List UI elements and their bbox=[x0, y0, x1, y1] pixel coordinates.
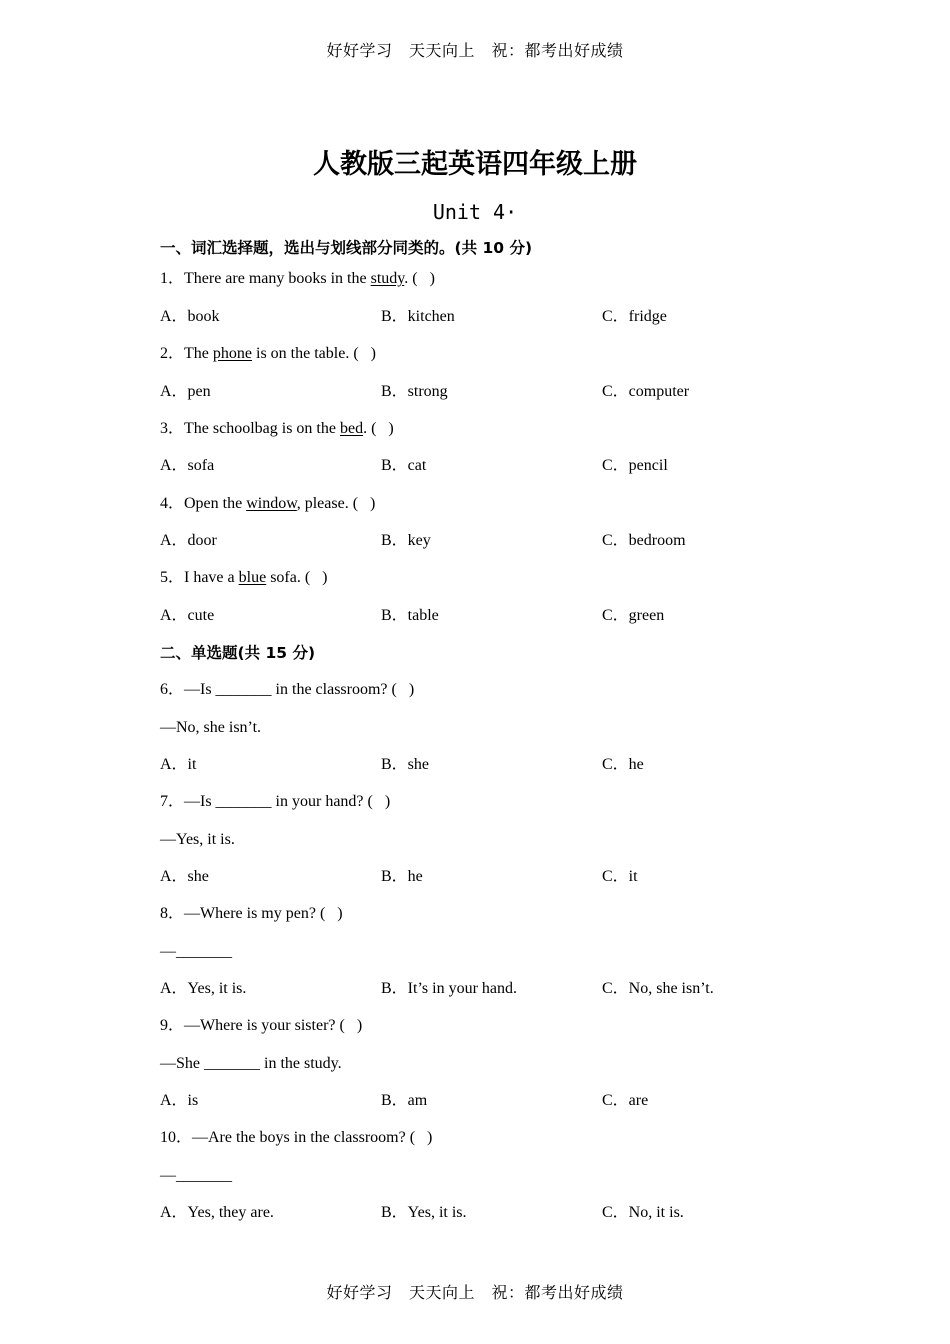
stem-text: is on the table. ( ) bbox=[252, 345, 376, 362]
option-c[interactable]: C．green bbox=[602, 607, 665, 624]
option-b[interactable]: B．It’s in your hand. bbox=[381, 980, 517, 997]
option-b[interactable]: B．strong bbox=[381, 383, 448, 400]
option-c[interactable]: C．No, she isn’t. bbox=[602, 980, 714, 997]
section-heading-single-choice: 二、单选题(共 15 分) bbox=[160, 644, 316, 662]
option-b[interactable]: B．Yes, it is. bbox=[381, 1204, 467, 1221]
option-a[interactable]: A．pen bbox=[160, 383, 211, 400]
option-b[interactable]: B．kitchen bbox=[381, 308, 455, 325]
option-c[interactable]: C．it bbox=[602, 868, 638, 885]
page-header: 好好学习 天天向上 祝：都考出好成绩 bbox=[326, 41, 624, 60]
option-a[interactable]: A．she bbox=[160, 868, 209, 885]
option-c[interactable]: C．computer bbox=[602, 383, 690, 400]
question-8-stem: 8．—Where is my pen? ( ) bbox=[160, 905, 343, 922]
underlined-word: blue bbox=[238, 569, 267, 586]
option-a[interactable]: A．door bbox=[160, 532, 217, 549]
question-7-reply: —Yes, it is. bbox=[160, 831, 235, 848]
stem-text: 2．The bbox=[160, 345, 213, 362]
question-6-reply: —No, she isn’t. bbox=[160, 719, 262, 736]
option-c[interactable]: C．pencil bbox=[602, 457, 668, 474]
option-b[interactable]: B．he bbox=[381, 868, 423, 885]
option-c[interactable]: C．bedroom bbox=[602, 532, 686, 549]
document-subtitle: Unit 4· bbox=[432, 200, 518, 224]
page-footer: 好好学习 天天向上 祝：都考出好成绩 bbox=[326, 1283, 624, 1302]
section-heading-vocabulary: 一、词汇选择题，选出与划线部分同类的。(共 10 分) bbox=[160, 239, 533, 257]
question-3-stem bbox=[160, 418, 394, 440]
question-10-stem: 10．—Are the boys in the classroom? ( ) bbox=[160, 1129, 433, 1146]
stem-text: 4．Open the bbox=[160, 495, 247, 512]
underlined-word: study bbox=[370, 270, 405, 287]
stem-text: 3．The schoolbag is on the bbox=[160, 420, 340, 437]
question-4-stem bbox=[160, 493, 375, 515]
question-5-stem bbox=[160, 567, 328, 589]
option-a[interactable]: A．is bbox=[160, 1092, 199, 1109]
stem-text: 1．There are many books in the bbox=[160, 270, 371, 287]
question-9-stem: 9．—Where is your sister? ( ) bbox=[160, 1017, 363, 1034]
stem-text: , please. ( ) bbox=[296, 495, 376, 512]
option-a[interactable]: A．Yes, it is. bbox=[160, 980, 247, 997]
option-a[interactable]: A．it bbox=[160, 756, 197, 773]
document-title: 人教版三起英语四年级上册 bbox=[313, 149, 637, 180]
stem-text: . ( ) bbox=[404, 270, 435, 287]
question-2-stem bbox=[160, 343, 376, 365]
option-c[interactable]: C．are bbox=[602, 1092, 649, 1109]
stem-text: . ( ) bbox=[363, 420, 394, 437]
question-9-reply: —She _______ in the study. bbox=[160, 1055, 342, 1072]
question-10-reply: —_______ bbox=[160, 1167, 232, 1184]
underlined-word: window bbox=[246, 495, 297, 512]
question-1-stem bbox=[160, 268, 435, 290]
option-b[interactable]: B．key bbox=[381, 532, 431, 549]
underlined-word: bed bbox=[339, 420, 364, 437]
option-a[interactable]: A．Yes, they are. bbox=[160, 1204, 274, 1221]
option-c[interactable]: C．fridge bbox=[602, 308, 667, 325]
option-b[interactable]: B．she bbox=[381, 756, 430, 773]
underlined-word: phone bbox=[212, 345, 252, 362]
stem-text: 5．I have a bbox=[160, 569, 239, 586]
option-a[interactable]: A．sofa bbox=[160, 457, 215, 474]
question-6-stem: 6．—Is _______ in the classroom? ( ) bbox=[160, 681, 415, 698]
question-8-reply: —_______ bbox=[160, 943, 232, 960]
option-b[interactable]: B．am bbox=[381, 1092, 428, 1109]
option-b[interactable]: B．table bbox=[381, 607, 439, 624]
option-a[interactable]: A．book bbox=[160, 308, 220, 325]
option-b[interactable]: B．cat bbox=[381, 457, 427, 474]
option-c[interactable]: C．he bbox=[602, 756, 644, 773]
option-a[interactable]: A．cute bbox=[160, 607, 215, 624]
stem-text: sofa. ( ) bbox=[266, 569, 328, 586]
question-7-stem: 7．—Is _______ in your hand? ( ) bbox=[160, 793, 391, 810]
option-c[interactable]: C．No, it is. bbox=[602, 1204, 684, 1221]
